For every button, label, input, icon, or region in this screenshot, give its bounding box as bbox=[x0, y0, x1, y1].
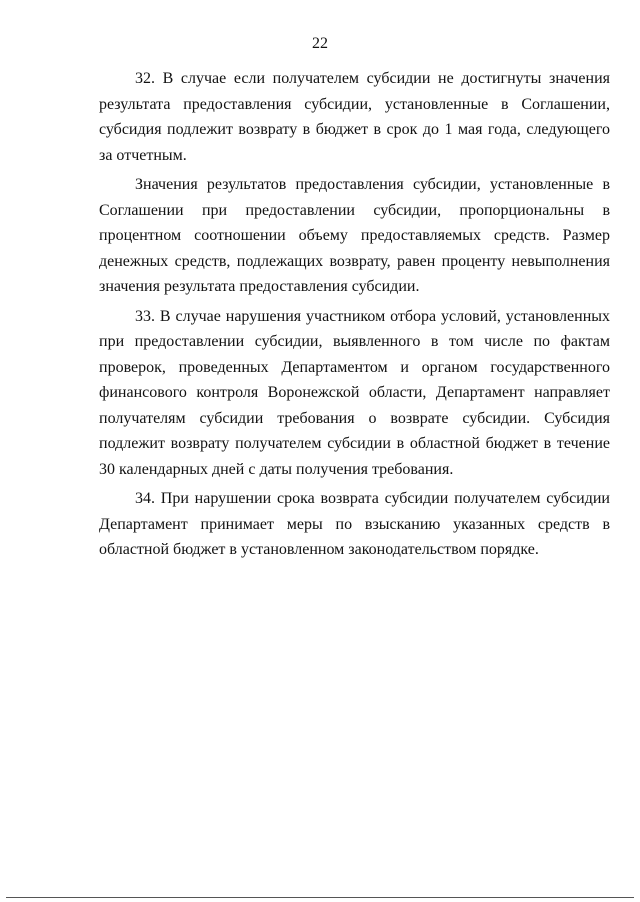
paragraph-33: 33. В случае нарушения участником отбора условий, установленных при предоставлении субсидии, выявленного в том числе по фактам проверок, проведенных Департаментом и органом государственного финансового контроля Воронежской области, Департамент направляет получателям субсидии требования о возврате субсидии. Субсидия подлежит возврату получателем субсидии в областной бюджет в течение 30 календарных дней с даты получения требования. bbox=[99, 307, 610, 478]
paragraph-32-continuation: Значения результатов предоставления субсидии, установленные в Соглашении при предоставлении субсидии, пропорциональны в процентном соотношении объему предоставляемых средств. Размер денежных средств, подлежащих возврату, равен проценту невыполнения значения результата предоставления субсидии. bbox=[99, 176, 610, 295]
footer-divider bbox=[6, 897, 634, 898]
page-number: 22 bbox=[312, 35, 328, 52]
paragraph-32: 32. В случае если получателем субсидии не достигнуты значения результата предоставления субсидии, установленные в Соглашении, субсидия подлежит возврату в бюджет в срок до 1 мая года, следующего за отчетным. bbox=[99, 70, 610, 164]
paragraph-34: 34. При нарушении срока возврата субсидии получателем субсидии Департамент принимает меры по взысканию указанных средств в областной бюджет в установленном законодательством порядке. bbox=[99, 490, 610, 558]
document-body bbox=[99, 66, 610, 567]
